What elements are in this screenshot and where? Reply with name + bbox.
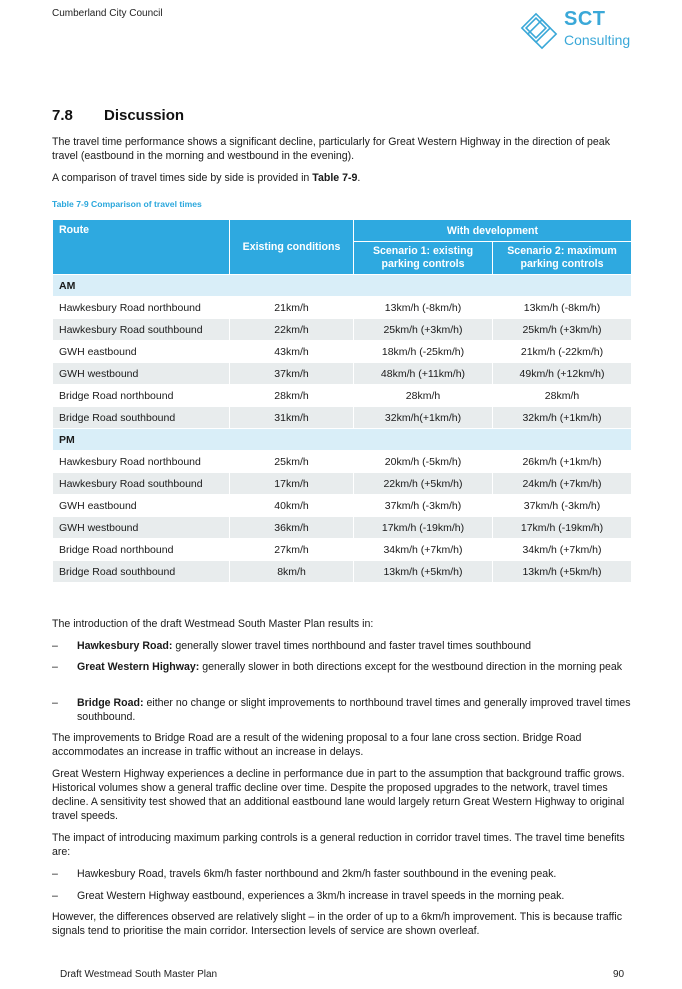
- cell-existing: 27km/h: [230, 539, 354, 561]
- cell-route: GWH eastbound: [53, 495, 230, 517]
- cell-scenario-1: 13km/h (-8km/h): [354, 297, 493, 319]
- bullet-dash: –: [52, 640, 58, 652]
- header-existing: Existing conditions: [230, 220, 354, 275]
- table-row: [53, 363, 632, 385]
- bullet-bold: Bridge Road:: [77, 697, 144, 709]
- cell-scenario-1: 25km/h (+3km/h): [354, 319, 493, 341]
- bullet-dash: –: [52, 890, 58, 902]
- cell-route: Hawkesbury Road northbound: [53, 451, 230, 473]
- cell-scenario-2: 37km/h (-3km/h): [493, 495, 632, 517]
- table-row: [53, 473, 632, 495]
- table-row: [53, 319, 632, 341]
- ref-prefix: A comparison of travel times side by side is provided in: [52, 172, 313, 184]
- cell-scenario-2: 28km/h: [493, 385, 632, 407]
- benefit-text: Great Western Highway eastbound, experiences a 3km/h increase in travel speeds in the morning peak.: [77, 890, 565, 902]
- cell-route: GWH eastbound: [53, 341, 230, 363]
- cell-scenario-2: 17km/h (-19km/h): [493, 517, 632, 539]
- section-row-pm: [53, 429, 632, 451]
- gwh-paragraph: Great Western Highway experiences a decline in performance due in part to the assumption that background traffic grows. Historical volumes show a general traffic decline over time. Despite the proposed upgrades to the network, travel times decline. A sensitivity test showed that an additional eastbound lane would largely return Great Western Highway to original travel speeds.: [52, 768, 625, 822]
- bullet-dash: –: [52, 868, 58, 880]
- section-number: 7.8: [52, 107, 73, 124]
- cell-scenario-2: 13km/h (-8km/h): [493, 297, 632, 319]
- cell-existing: 43km/h: [230, 341, 354, 363]
- cell-route: GWH westbound: [53, 517, 230, 539]
- cell-scenario-2: 34km/h (+7km/h): [493, 539, 632, 561]
- cell-scenario-1: 18km/h (-25km/h): [354, 341, 493, 363]
- cell-scenario-2: 24km/h (+7km/h): [493, 473, 632, 495]
- table-row: [53, 297, 632, 319]
- logo-diamond-icon: [518, 10, 562, 52]
- cell-route: Hawkesbury Road northbound: [53, 297, 230, 319]
- cell-scenario-1: 48km/h (+11km/h): [354, 363, 493, 385]
- bullet-text: generally slower in both directions except for the westbound direction in the morning peak: [199, 661, 623, 673]
- section-label: PM: [53, 429, 632, 451]
- header-scenario-1: Scenario 1: existing parking controls: [354, 242, 493, 275]
- table-row: [53, 385, 632, 407]
- sct-consulting-logo: [518, 10, 638, 52]
- logo-text-sct: SCT: [564, 8, 606, 30]
- cell-scenario-2: 26km/h (+1km/h): [493, 451, 632, 473]
- cell-existing: 40km/h: [230, 495, 354, 517]
- footer-title: Draft Westmead South Master Plan: [60, 969, 218, 980]
- logo-text-consulting: Consulting: [564, 32, 631, 48]
- cell-existing: 17km/h: [230, 473, 354, 495]
- travel-times-table: [52, 219, 632, 583]
- cell-existing: 21km/h: [230, 297, 354, 319]
- council-name: Cumberland City Council: [52, 8, 163, 19]
- table-row: [53, 517, 632, 539]
- table-row: [53, 495, 632, 517]
- cell-scenario-2: 25km/h (+3km/h): [493, 319, 632, 341]
- bullet-bold: Great Western Highway:: [77, 661, 200, 673]
- cell-route: Hawkesbury Road southbound: [53, 319, 230, 341]
- cell-scenario-1: 34km/h (+7km/h): [354, 539, 493, 561]
- table-row: [53, 341, 632, 363]
- bullet-text: either no change or slight improvements to northbound travel times and generally improved travel times southbound.: [77, 697, 631, 723]
- bullet-dash: –: [52, 697, 58, 709]
- cell-route: GWH westbound: [53, 363, 230, 385]
- table-row: [53, 561, 632, 583]
- section-label: AM: [53, 275, 632, 297]
- header-scenario-2: Scenario 2: maximum parking controls: [493, 242, 632, 275]
- bullet-dash: –: [52, 661, 58, 673]
- table-ref: Table 7-9: [312, 172, 358, 184]
- table-row: [53, 407, 632, 429]
- cell-existing: 22km/h: [230, 319, 354, 341]
- section-title: Discussion: [104, 107, 185, 124]
- cell-scenario-1: 37km/h (-3km/h): [354, 495, 493, 517]
- cell-scenario-1: 32km/h(+1km/h): [354, 407, 493, 429]
- cell-scenario-1: 22km/h (+5km/h): [354, 473, 493, 495]
- cell-existing: 36km/h: [230, 517, 354, 539]
- section-heading: [52, 107, 184, 124]
- cell-existing: 31km/h: [230, 407, 354, 429]
- page-number: 90: [613, 969, 625, 980]
- final-paragraph: However, the differences observed are relatively slight – in the order of up to a 6km/h improvement. This is because traffic signals tend to prioritise the main corridor. Intersection levels of service are shown overleaf.: [52, 911, 622, 937]
- cell-scenario-1: 17km/h (-19km/h): [354, 517, 493, 539]
- cell-existing: 37km/h: [230, 363, 354, 385]
- cell-scenario-2: 21km/h (-22km/h): [493, 341, 632, 363]
- cell-existing: 8km/h: [230, 561, 354, 583]
- cell-route: Bridge Road northbound: [53, 539, 230, 561]
- cell-scenario-2: 49km/h (+12km/h): [493, 363, 632, 385]
- benefit-text: Hawkesbury Road, travels 6km/h faster northbound and 2km/h faster southbound in the evening peak.: [77, 868, 557, 880]
- parking-paragraph: The impact of introducing maximum parking controls is a general reduction in corridor travel times. The travel time benefits are:: [52, 832, 625, 858]
- ref-suffix: .: [357, 172, 361, 184]
- bullet-bold: Hawkesbury Road:: [77, 640, 173, 652]
- results-intro: The introduction of the draft Westmead South Master Plan results in:: [52, 618, 374, 630]
- table-row: [53, 451, 632, 473]
- cell-scenario-2: 13km/h (+5km/h): [493, 561, 632, 583]
- cell-scenario-2: 32km/h (+1km/h): [493, 407, 632, 429]
- bullet-text: generally slower travel times northbound and faster travel times southbound: [172, 640, 531, 652]
- section-row-am: [53, 275, 632, 297]
- header-route: Route: [53, 220, 230, 275]
- cell-route: Bridge Road northbound: [53, 385, 230, 407]
- cell-route: Hawkesbury Road southbound: [53, 473, 230, 495]
- table-row: [53, 539, 632, 561]
- cell-scenario-1: 28km/h: [354, 385, 493, 407]
- intro-paragraph: The travel time performance shows a significant decline, particularly for Great Western Highway in the direction of peak travel (eastbound in the morning and westbound in the evening).: [52, 136, 610, 162]
- cell-route: Bridge Road southbound: [53, 561, 230, 583]
- cell-scenario-1: 13km/h (+5km/h): [354, 561, 493, 583]
- cell-existing: 28km/h: [230, 385, 354, 407]
- cell-route: Bridge Road southbound: [53, 407, 230, 429]
- header-with-development: With development: [354, 220, 632, 242]
- table-caption: Table 7-9 Comparison of travel times: [52, 199, 202, 209]
- bridge-road-paragraph: The improvements to Bridge Road are a result of the widening proposal to a four lane cross section. Bridge Road accommodates an increase in traffic without an increase in delays.: [52, 732, 582, 758]
- cell-scenario-1: 20km/h (-5km/h): [354, 451, 493, 473]
- cell-existing: 25km/h: [230, 451, 354, 473]
- table-reference-paragraph: [52, 171, 634, 185]
